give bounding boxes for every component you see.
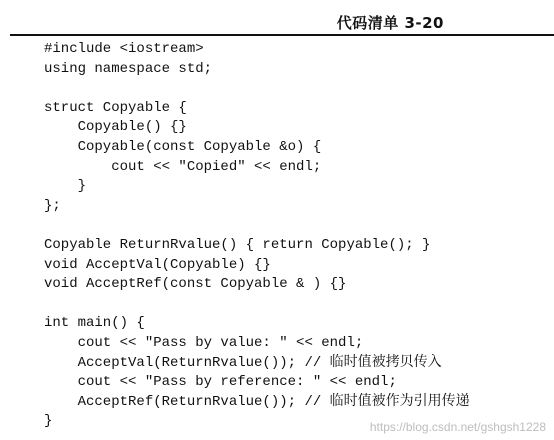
code-line: AcceptVal(ReturnRvalue()); // 临时值被拷贝传入 — [44, 354, 442, 371]
code-line: void AcceptRef(const Copyable & ) {} — [44, 276, 347, 293]
code-line: using namespace std; — [44, 60, 213, 77]
code-line: void AcceptVal(Copyable) {} — [44, 256, 271, 273]
code-line — [44, 295, 470, 315]
code-line: cout << "Pass by value: " << endl; — [44, 334, 364, 351]
code-line: Copyable() {} — [44, 119, 187, 136]
code-line: Copyable ReturnRvalue() { return Copyable(); } — [44, 236, 431, 253]
code-line: #include <iostream> — [44, 41, 204, 57]
header-rule — [10, 34, 554, 36]
code-line: } — [44, 413, 53, 430]
code-block — [44, 40, 470, 432]
code-line — [44, 79, 470, 99]
code-line — [44, 216, 470, 236]
code-line: } — [44, 178, 87, 195]
code-line: Copyable(const Copyable &o) { — [44, 138, 322, 155]
code-line: }; — [44, 197, 61, 214]
code-line: cout << "Pass by reference: " << endl; — [44, 374, 397, 391]
code-line: int main() { — [44, 315, 145, 332]
code-listing-title: 代码清单 3-20 — [336, 14, 444, 32]
code-line: cout << "Copied" << endl; — [44, 158, 322, 175]
code-line: struct Copyable { — [44, 99, 187, 116]
code-line: AcceptRef(ReturnRvalue()); // 临时值被作为引用传递 — [44, 393, 470, 410]
watermark-url: https://blog.csdn.net/gshgsh1228 — [369, 420, 546, 434]
